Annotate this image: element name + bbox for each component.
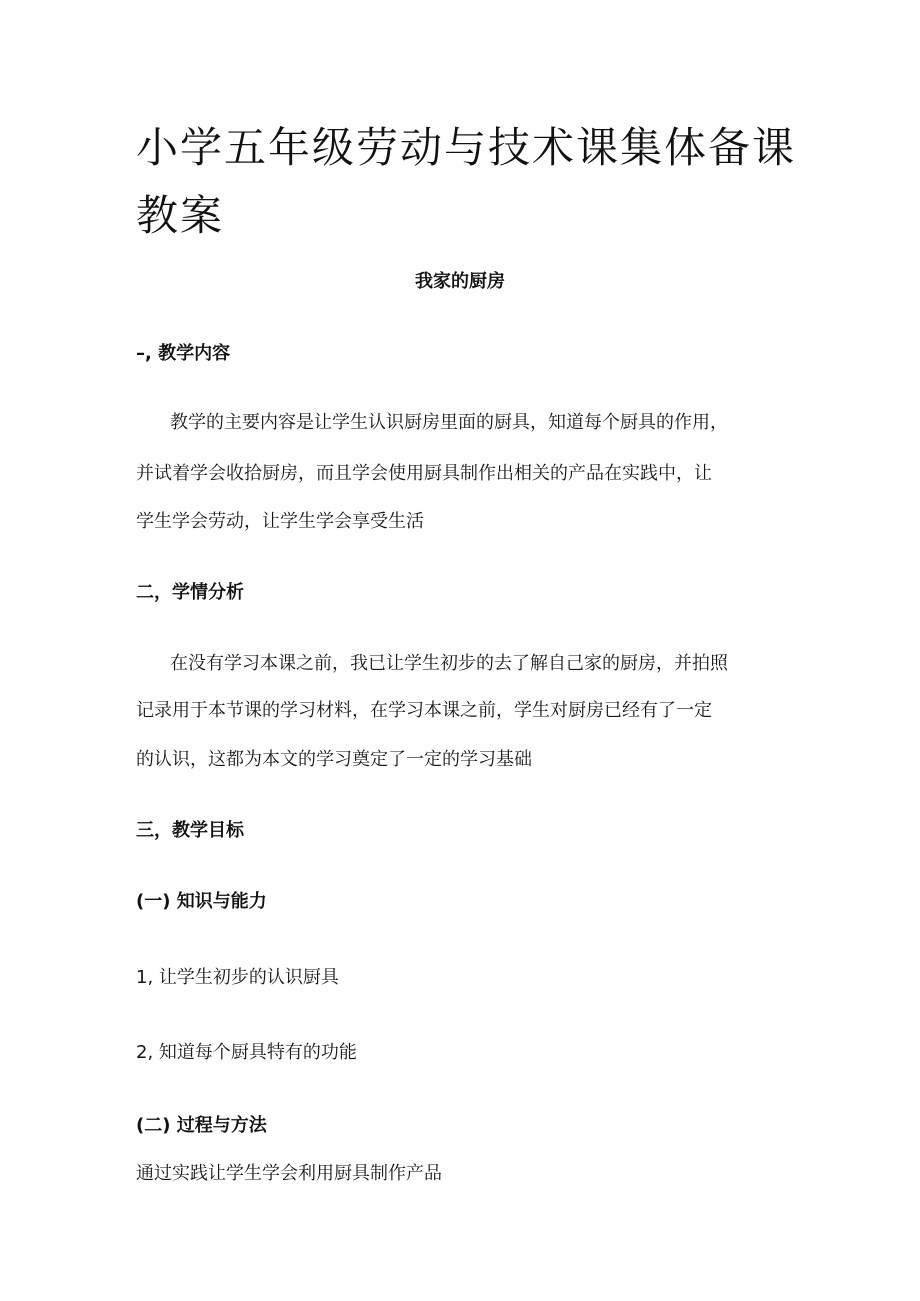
section-2-paragraph-line: 记录用于本节课的学习材料，在学习本课之前，学生对厨房已经有了一定: [136, 700, 712, 721]
section-1-paragraph-line: 教学的主要内容是让学生认识厨房里面的厨具，知道每个厨具的作用，: [170, 412, 728, 433]
section-1-paragraph-line: 并试着学会收拾厨房，而且学会使用厨具制作出相关的产品在实践中，让: [136, 463, 712, 484]
subsection-2-heading: (二) 过程与方法: [136, 1115, 267, 1136]
section-2-heading: 二，学情分析: [136, 582, 244, 603]
subsection-1-heading: (一) 知识与能力: [136, 891, 267, 912]
section-2-paragraph-line: 的认识，这都为本文的学习奠定了一定的学习基础: [136, 749, 532, 770]
section-2-paragraph-line: 在没有学习本课之前，我已让学生初步的去了解自己家的厨房，并拍照: [170, 653, 728, 674]
lesson-subtitle: 我家的厨房: [415, 271, 505, 292]
section-1-heading: –, 教学内容: [136, 343, 231, 364]
section-1-paragraph-line: 学生学会劳动，让学生学会享受生活: [136, 511, 424, 532]
process-method-text: 通过实践让学生学会利用厨具制作产品: [136, 1163, 442, 1184]
objective-item: 1, 让学生初步的认识厨具: [136, 967, 339, 988]
objective-item: 2, 知道每个厨具特有的功能: [136, 1042, 357, 1063]
section-3-heading: 三，教学目标: [136, 820, 244, 841]
document-title-line-2: 教案: [136, 191, 225, 240]
document-title-line-1: 小学五年级劳动与技术课集体备课: [136, 123, 797, 172]
